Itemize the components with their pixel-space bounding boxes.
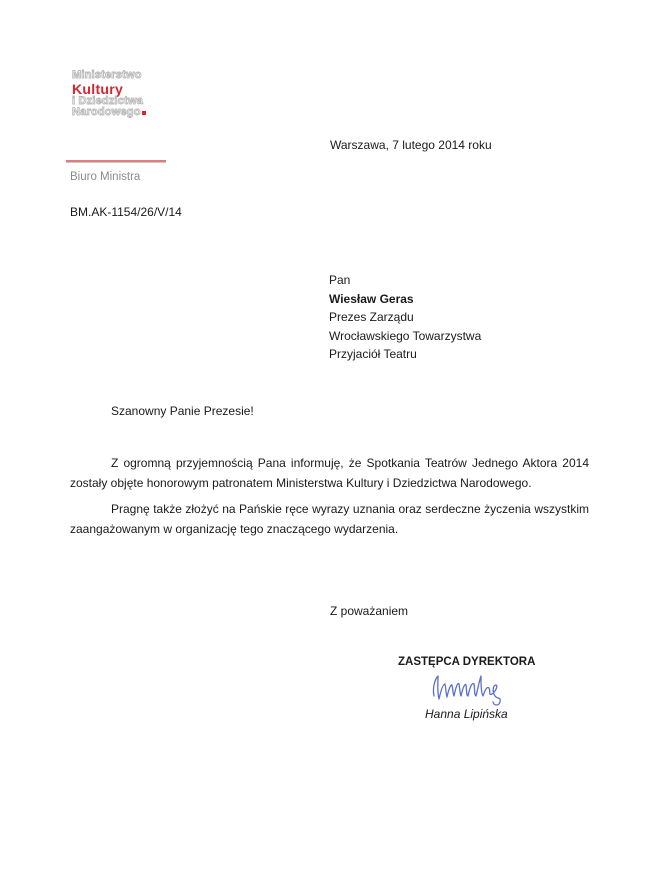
logo-line-4-wrap [72,107,172,119]
date-line: Warszawa, 7 lutego 2014 roku [330,138,492,152]
signer-name: Hanna Lipińska [425,707,508,721]
ministry-logo [72,70,172,119]
signature-stroke [433,676,500,705]
paragraph-1: Z ogromną przyjemnością Pana informuję, że Spotkania Teatrów Jednego Aktora 2014 zostały objęte honorowym patronatem Ministerstwa Kultury i Dziedzictwa Narodowego. [70,456,589,490]
header-divider [66,160,166,163]
logo-line-4: Narodowego [72,106,141,118]
handwritten-signature [428,672,506,708]
recipient-org-line-2: Przyjaciół Teatru [329,347,417,361]
logo-line-3: i Dziedzictwa [72,94,144,107]
department-label: Biuro Ministra [70,171,141,183]
recipient-title: Pan [329,273,351,287]
logo-dot-icon [142,111,146,115]
salutation: Szanowny Panie Prezesie! [111,404,254,418]
logo-line-1: Ministerstwo [72,69,142,81]
paragraph-2: Pragnę także złożyć na Pańskie ręce wyrazy uznania oraz serdeczne życzenia wszystkim zaangażowanym w organizację tego znaczącego wydarzenia. [70,502,589,536]
recipient-org-line-1: Wrocławskiego Towarzystwa [329,328,482,343]
reference-number: BM.AK-1154/26/V/14 [70,205,182,219]
divider-grey-line [66,162,166,163]
logo-line-2: Kultury [72,80,124,97]
recipient-address [329,271,481,364]
closing: Z poważaniem [330,604,409,618]
letter-body [70,454,589,546]
signatory-role: ZASTĘPCA DYREKTORA [398,656,536,668]
recipient-name: Wiesław Geras [329,291,414,306]
recipient-position: Prezes Zarządu [329,310,414,324]
